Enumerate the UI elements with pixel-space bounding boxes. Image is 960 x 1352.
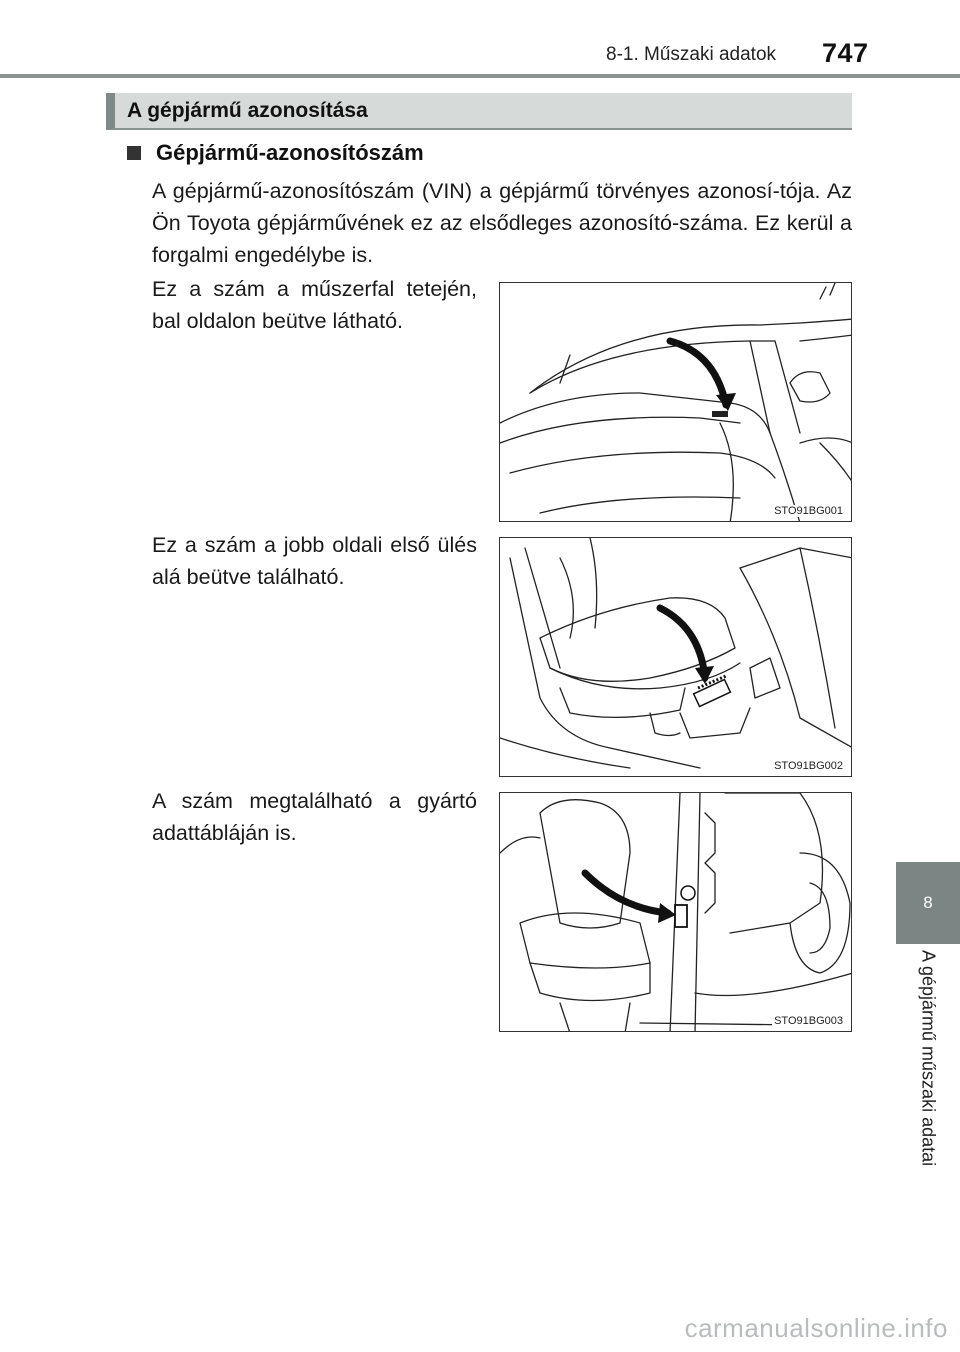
item-text-dashboard: Ez a szám a műszerfal tetején, bal oldalon beütve látható. [152,277,477,333]
header-rule [0,74,960,78]
figure-code: STO91BG003 [774,1015,843,1027]
item-text-label-plate: A szám megtalálható a gyártó adattábláján is. [152,789,477,845]
windshield-illustration [500,283,852,522]
running-header-section: 8-1. Műszaki adatok [606,44,777,65]
figure-dashboard-vin [499,282,852,522]
door-pillar-illustration [500,793,852,1032]
figure-seat-vin [499,537,852,777]
page-number: 747 [822,38,869,68]
figure-label-plate-vin [499,792,852,1032]
figure-code: STO91BG001 [774,505,843,517]
chapter-tab-label-text: A gépjármű műszaki adatai [918,950,939,1167]
intro-paragraph: A gépjármű-azonosítószám (VIN) a gépjármű törvényes azonosí-tója. Az Ön Toyota gépjárművének ez az elsődleges azonosító-száma. Ez kerül a forgalmi engedélybe is. [152,179,852,267]
watermark: carmanualsonline.info [684,1313,948,1343]
square-bullet-icon [127,146,141,160]
chapter-tab-number: 8 [896,862,960,944]
subheading: Gépjármű-azonosítószám [156,140,424,165]
item-text-seat: Ez a szám a jobb oldali első ülés alá beütve található. [152,533,477,589]
chapter-tab-label [896,950,960,1210]
figure-code: STO91BG002 [774,760,843,772]
section-heading-bar [106,93,852,130]
seat-illustration [500,538,852,777]
section-heading: A gépjármű azonosítása [127,99,368,122]
